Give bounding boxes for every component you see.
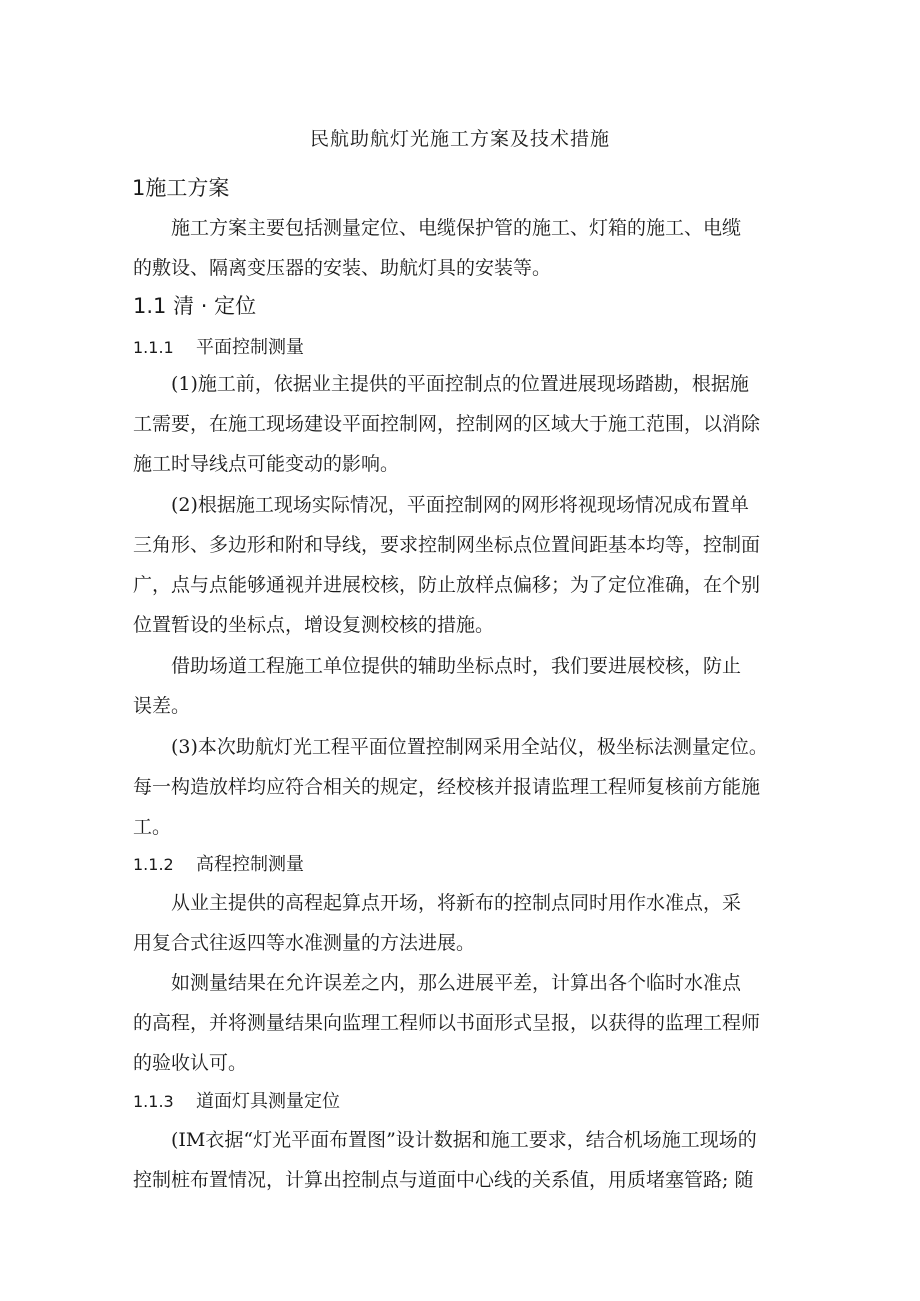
subsection-heading-1-1-3 <box>133 1087 340 1113</box>
text-line: 每一构造放样均应符合相关的规定，经校核并报请监理工程师复核前方能施 <box>133 776 761 798</box>
text-line: 三角形、多边形和附和导线，要求控制网坐标点位置间距基本均等，控制面 <box>133 534 761 556</box>
subsection-title: 平面控制测量 <box>196 337 304 358</box>
text-line: (IM衣据“灯光平面布置图”设计数据和施工要求，结合机场施工现场的 <box>133 1129 757 1151</box>
text-line: 误差。 <box>133 695 191 717</box>
text-line: 的验收认可。 <box>133 1052 248 1074</box>
section-heading-1-1: 1.1 清 · 定位 <box>133 294 257 318</box>
paragraph-7 <box>133 1120 793 1200</box>
text-line: 的高程，并将测量结果向监理工程师以书面形式呈报，以获得的监理工程师 <box>133 1012 761 1034</box>
text-line: 控制桩布置情况，计算出控制点与道面中心线的关系值，用质堵塞管路; 随 <box>133 1169 754 1191</box>
paragraph-3 <box>133 646 793 726</box>
text-line: 广，点与点能够通视并进展校核，防止放样点偏移；为了定位准确，在个别 <box>133 574 761 596</box>
text-line: 位置暂设的坐标点，增设复测校核的措施。 <box>133 614 495 636</box>
subsection-number: 1.1.3 <box>133 1092 174 1111</box>
subsection-title: 高程控制测量 <box>196 854 304 875</box>
subsection-heading-1-1-2 <box>133 850 304 876</box>
text-line: (1)施工前，依据业主提供的平面控制点的位置进展现场踏勘，根据施 <box>133 373 749 395</box>
section-heading-1: 1施工方案 <box>132 176 230 200</box>
text-line: (2)根据施工现场实际情况，平面控制网的网形将视现场情况成布置单 <box>133 494 749 516</box>
text-line: 从业主提供的高程起算点开场，将新布的控制点同时用作水准点，采 <box>133 892 742 914</box>
text-line: 如测量结果在允许误差之内，那么进展平差，计算出各个临时水准点 <box>133 972 742 994</box>
subsection-title: 道面灯具测量定位 <box>196 1091 340 1112</box>
text-line: 工需要，在施工现场建设平面控制网，控制网的区域大于施工范围，以消除 <box>133 413 761 435</box>
text-line: 借助场道工程施工单位提供的辅助坐标点时，我们要进展校核，防止 <box>133 655 742 677</box>
text-line: 施工时导线点可能变动的影响。 <box>133 453 400 475</box>
paragraph-intro <box>133 208 793 288</box>
paragraph-4 <box>133 727 793 847</box>
document-title: 民航助航灯光施工方案及技术措施 <box>309 128 610 150</box>
paragraph-1 <box>133 364 793 484</box>
paragraph-5 <box>133 883 793 963</box>
subsection-number: 1.1.1 <box>133 338 174 357</box>
text-line: 用复合式往返四等水准测量的方法进展。 <box>133 932 476 954</box>
subsection-number: 1.1.2 <box>133 855 174 874</box>
paragraph-6 <box>133 963 793 1083</box>
text-line: 的敷设、隔离变压器的安装、助航灯具的安装等。 <box>133 257 552 279</box>
subsection-heading-1-1-1 <box>133 333 304 359</box>
text-line: (3)本次助航灯光工程平面位置控制网采用全站仪，极坐标法测量定位。 <box>133 736 768 758</box>
text-line: 工。 <box>133 816 172 838</box>
text-line: 施工方案主要包括测量定位、电缆保护管的施工、灯箱的施工、电缆 <box>133 217 742 239</box>
paragraph-2 <box>133 485 793 645</box>
